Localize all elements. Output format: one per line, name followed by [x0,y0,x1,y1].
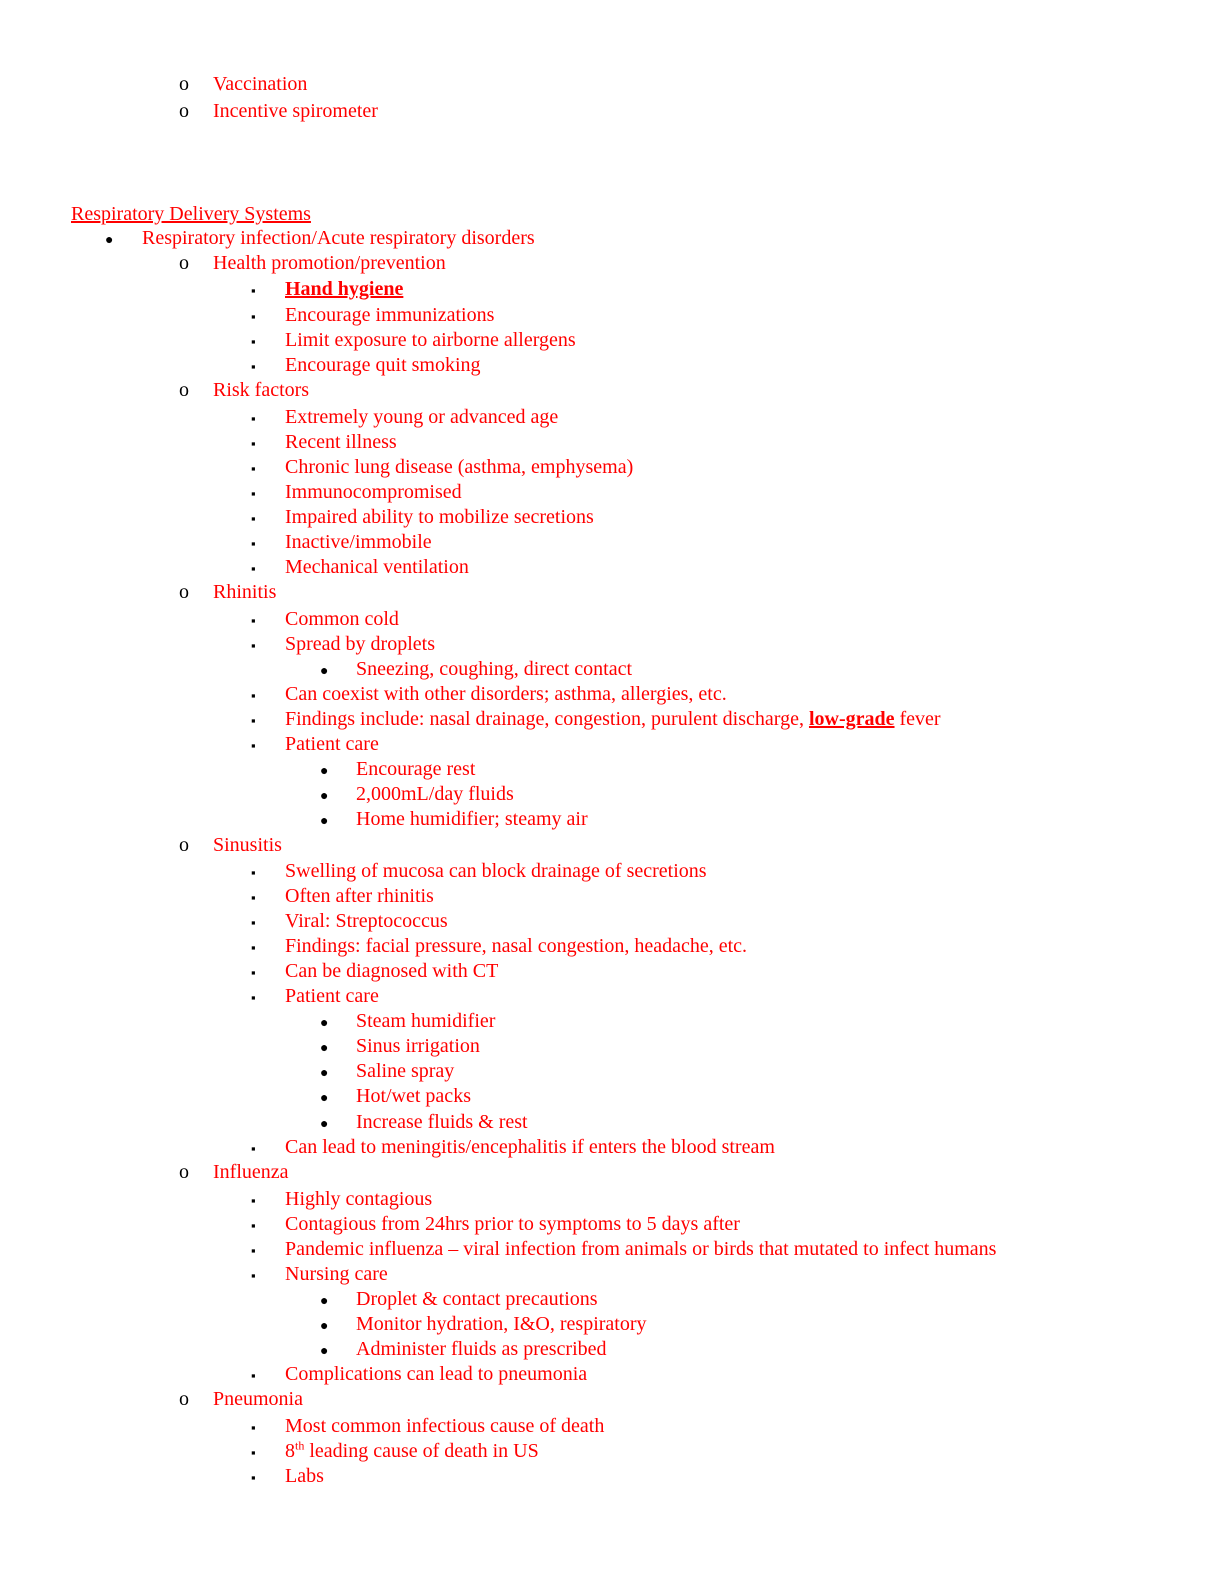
list-item-text: Impaired ability to mobilize secretions [285,506,594,528]
list-item-text: Extremely young or advanced age [285,406,559,428]
bullet-square-icon: ▪ [251,1218,256,1233]
bullet-square-icon: ▪ [251,865,256,880]
list-item-text: Chronic lung disease (asthma, emphysema) [285,456,634,478]
list-item-text: Mechanical ventilation [285,556,469,578]
bullet-square-icon: ▪ [251,613,256,628]
bullet-square-icon: ▪ [251,915,256,930]
list-item-text: Labs [285,1465,324,1487]
list-item-text: Respiratory infection/Acute respiratory disorders [142,227,535,249]
bullet-o-icon: o [179,581,189,603]
list-item-text: Pandemic influenza – viral infection from animals or birds that mutated to infect humans [285,1238,997,1260]
list-item-text: Complications can lead to pneumonia [285,1363,588,1385]
list-item-text: Common cold [285,608,399,630]
list-item-text: Spread by droplets [285,633,435,655]
list-item-text: Nursing care [285,1263,388,1285]
bullet-disc-icon: ● [320,1117,329,1132]
bullet-o-icon: o [179,252,189,274]
list-item-text: Encourage quit smoking [285,354,481,376]
list-item-text: Contagious from 24hrs prior to symptoms to 5 days after [285,1213,740,1235]
list-item-text: Immunocompromised [285,481,462,503]
list-item-text [285,1439,539,1464]
bullet-o-icon: o [179,1388,189,1410]
bullet-disc-icon: ● [320,1041,329,1056]
bullet-square-icon: ▪ [251,334,256,349]
bullet-o-icon: o [179,100,189,122]
bullet-disc-icon: ● [320,764,329,779]
list-item-text: Administer fluids as prescribed [356,1338,607,1360]
list-item-text: Sneezing, coughing, direct contact [356,658,633,680]
list-item-text: Home humidifier; steamy air [356,808,588,830]
list-item-text: Pneumonia [213,1388,303,1410]
list-item-text: Often after rhinitis [285,885,434,907]
bullet-square-icon: ▪ [251,309,256,324]
bullet-square-icon: ▪ [251,283,256,298]
bullet-square-icon: ▪ [251,638,256,653]
list-item-text: Steam humidifier [356,1010,496,1032]
list-item-text: Viral: Streptococcus [285,910,448,932]
bullet-disc-icon: ● [320,1016,329,1031]
bullet-disc-icon: ● [320,789,329,804]
list-item-text: Patient care [285,733,379,755]
bullet-disc-icon: ● [320,1344,329,1359]
bullet-square-icon: ▪ [251,486,256,501]
section-heading: Respiratory Delivery Systems [71,203,311,225]
list-item-text: Sinus irrigation [356,1035,480,1057]
list-item-text: Saline spray [356,1060,455,1082]
bullet-square-icon: ▪ [251,461,256,476]
bullet-o-icon: o [179,1161,189,1183]
list-item-text: Incentive spirometer [213,100,378,122]
list-item-text: Droplet & contact precautions [356,1288,598,1310]
list-item-text: Can coexist with other disorders; asthma, allergies, etc. [285,683,727,705]
list-item-text: Limit exposure to airborne allergens [285,329,576,351]
list-item-text: Risk factors [213,379,310,401]
list-item-text: 2,000mL/day fluids [356,783,514,805]
list-item-text: Most common infectious cause of death [285,1415,605,1437]
list-item-text: Can lead to meningitis/encephalitis if enters the blood stream [285,1136,775,1158]
bullet-square-icon: ▪ [251,713,256,728]
bullet-disc-icon: ● [320,664,329,679]
findings-prefix: Findings include: nasal drainage, congestion, purulent discharge, [285,708,809,730]
list-item-text: Encourage immunizations [285,304,495,326]
bullet-square-icon: ▪ [251,1243,256,1258]
bullet-disc-icon: ● [320,1319,329,1334]
bullet-square-icon: ▪ [251,511,256,526]
list-item-text: Sinusitis [213,834,282,856]
bullet-o-icon: o [179,379,189,401]
bullet-square-icon: ▪ [251,1368,256,1383]
bullet-square-icon: ▪ [251,890,256,905]
bullet-square-icon: ▪ [251,411,256,426]
bullet-square-icon: ▪ [251,1445,256,1460]
bullet-square-icon: ▪ [251,738,256,753]
list-item-text: Highly contagious [285,1188,433,1210]
bullet-square-icon: ▪ [251,688,256,703]
list-item-text: Findings: facial pressure, nasal congestion, headache, etc. [285,935,748,957]
bullet-disc-icon: ● [320,1066,329,1081]
bullet-o-icon: o [179,834,189,856]
bullet-square-icon: ▪ [251,1193,256,1208]
list-item-text: Hot/wet packs [356,1085,471,1107]
bullet-square-icon: ▪ [251,1141,256,1156]
bullet-square-icon: ▪ [251,965,256,980]
list-item-text: Patient care [285,985,379,1007]
ordinal-rest: leading cause of death in US [304,1440,539,1462]
list-item-text: Inactive/immobile [285,531,432,553]
list-item-text: Monitor hydration, I&O, respiratory [356,1313,647,1335]
bullet-disc-icon: ● [320,814,329,829]
list-item-text [285,707,941,732]
list-item-text: Increase fluids & rest [356,1111,528,1133]
bullet-o-icon: o [179,73,189,95]
list-item-text: Hand hygiene [285,278,404,300]
bullet-square-icon: ▪ [251,1420,256,1435]
bullet-square-icon: ▪ [251,1268,256,1283]
list-item-text: Recent illness [285,431,397,453]
bullet-square-icon: ▪ [251,990,256,1005]
bullet-square-icon: ▪ [251,561,256,576]
bullet-square-icon: ▪ [251,359,256,374]
list-item-text: Encourage rest [356,758,476,780]
list-item-text: Can be diagnosed with CT [285,960,499,982]
bullet-square-icon: ▪ [251,436,256,451]
ordinal-suffix: th [295,1438,305,1453]
findings-suffix: fever [894,708,941,730]
bullet-disc-icon: ● [320,1091,329,1106]
bullet-disc-icon: ● [105,233,114,248]
list-item-text: Health promotion/prevention [213,252,446,274]
list-item-text: Rhinitis [213,581,277,603]
list-item-text: Swelling of mucosa can block drainage of secretions [285,860,707,882]
findings-emphasis: low-grade [808,708,895,730]
bullet-square-icon: ▪ [251,940,256,955]
ordinal-number: 8 [285,1440,295,1462]
list-item-text: Vaccination [213,73,308,95]
list-item-text: Influenza [213,1161,289,1183]
bullet-disc-icon: ● [320,1294,329,1309]
bullet-square-icon: ▪ [251,536,256,551]
bullet-square-icon: ▪ [251,1470,256,1485]
